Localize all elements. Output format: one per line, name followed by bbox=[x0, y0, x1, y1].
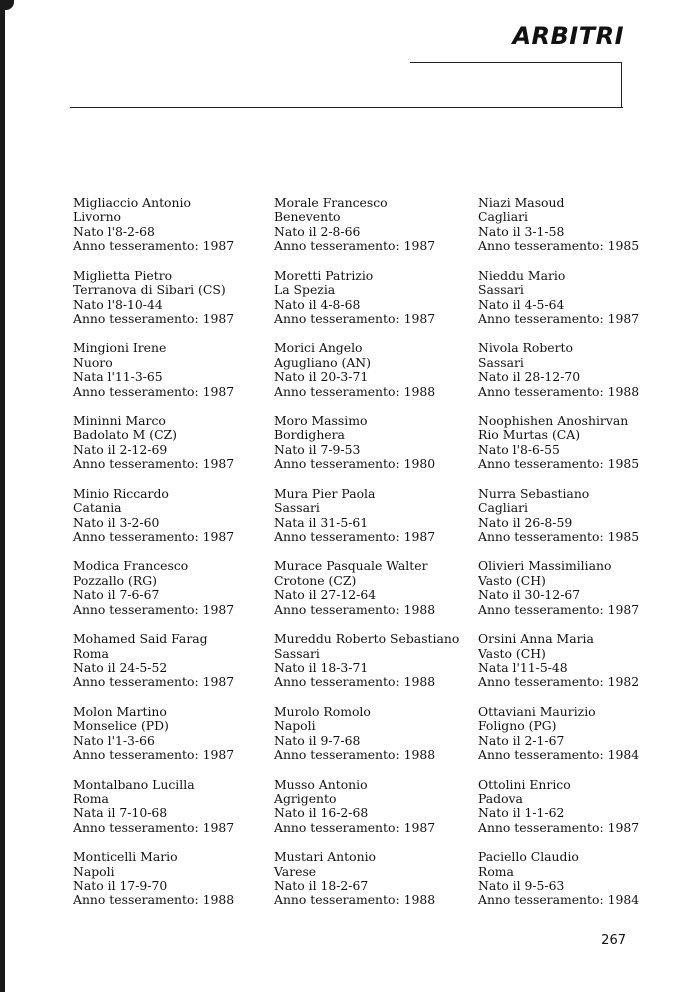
referee-membership-year: Anno tesseramento: 1984 bbox=[478, 892, 640, 908]
referee-birth: Nato il 17-9-70 bbox=[73, 878, 168, 893]
referee-name: Mohamed Said Farag bbox=[73, 631, 208, 647]
referee-membership-year: Anno tesseramento: 1984 bbox=[478, 747, 640, 763]
referee-entry bbox=[478, 559, 673, 632]
referee-name: Monticelli Mario bbox=[73, 849, 178, 865]
referee-membership-year: Anno tesseramento: 1987 bbox=[73, 601, 235, 617]
referee-birth: Nata l'11-3-65 bbox=[73, 369, 163, 385]
referee-name: Mura Pier Paola bbox=[274, 485, 376, 501]
referee-membership-year: Anno tesseramento: 1987 bbox=[73, 383, 235, 399]
referee-birth: Nato il 9-5-63 bbox=[478, 878, 565, 893]
referee-place: Livorno bbox=[73, 209, 122, 225]
referee-name: Ottaviani Maurizio bbox=[478, 703, 596, 719]
section-title: ARBITRI bbox=[512, 22, 624, 50]
referee-birth: Nato il 9-7-68 bbox=[274, 732, 361, 748]
referee-birth: Nato il 3-2-60 bbox=[73, 514, 160, 530]
referee-name: Mureddu Roberto Sebastiano bbox=[274, 631, 460, 647]
referee-entry bbox=[73, 269, 268, 342]
referee-birth: Nato l'8-2-68 bbox=[73, 223, 155, 239]
referee-place: Agrigento bbox=[274, 790, 337, 806]
referee-birth: Nato il 1-1-62 bbox=[478, 805, 565, 821]
referee-membership-year: Anno tesseramento: 1988 bbox=[274, 383, 436, 399]
referee-name: Musso Antonio bbox=[274, 776, 368, 792]
referee-entry bbox=[274, 487, 469, 560]
referee-name: Noophishen Anoshirvan bbox=[478, 413, 629, 429]
referee-birth: Nato il 27-12-64 bbox=[274, 587, 377, 603]
referee-birth: Nato il 7-6-67 bbox=[73, 587, 160, 603]
referee-entry bbox=[73, 487, 268, 560]
referee-name: Molon Martino bbox=[73, 703, 167, 719]
referee-name: Mingioni Irene bbox=[73, 340, 167, 356]
referee-place: Sassari bbox=[274, 645, 320, 661]
referee-membership-year: Anno tesseramento: 1987 bbox=[73, 238, 235, 254]
referee-membership-year: Anno tesseramento: 1985 bbox=[478, 238, 640, 254]
referee-birth: Nato il 30-12-67 bbox=[478, 587, 581, 603]
referee-birth: Nato il 2-12-69 bbox=[73, 441, 168, 457]
referee-entry bbox=[73, 196, 268, 269]
referee-place: Catania bbox=[73, 500, 122, 516]
header-rule-bottom bbox=[70, 107, 623, 108]
referee-birth: Nato il 3-1-58 bbox=[478, 223, 565, 239]
referee-entry bbox=[478, 341, 673, 414]
referee-place: Vasto (CH) bbox=[478, 645, 546, 661]
referee-entry bbox=[478, 850, 673, 923]
referee-membership-year: Anno tesseramento: 1988 bbox=[274, 892, 436, 908]
referee-name: Paciello Claudio bbox=[478, 849, 579, 865]
referee-entry bbox=[73, 705, 268, 778]
referee-name: Mininni Marco bbox=[73, 413, 166, 429]
referee-name: Orsini Anna Maria bbox=[478, 631, 594, 647]
referee-membership-year: Anno tesseramento: 1987 bbox=[73, 456, 235, 472]
referee-birth: Nato il 26-8-59 bbox=[478, 514, 573, 530]
referee-name: Murolo Romolo bbox=[274, 703, 371, 719]
referee-name: Moretti Patrizio bbox=[274, 267, 374, 283]
referee-place: Nuoro bbox=[73, 354, 113, 370]
referee-place: Sassari bbox=[478, 282, 524, 298]
referee-birth: Nata il 31-5-61 bbox=[274, 514, 369, 530]
referee-birth: Nato il 2-1-67 bbox=[478, 732, 565, 748]
referee-membership-year: Anno tesseramento: 1982 bbox=[478, 674, 640, 690]
referee-entry bbox=[478, 487, 673, 560]
referee-membership-year: Anno tesseramento: 1987 bbox=[73, 747, 235, 763]
referee-place: Vasto (CH) bbox=[478, 572, 546, 588]
referee-birth: Nato il 7-9-53 bbox=[274, 441, 361, 457]
referee-birth: Nato il 18-3-71 bbox=[274, 659, 369, 675]
referee-membership-year: Anno tesseramento: 1988 bbox=[274, 601, 436, 617]
referee-entry bbox=[73, 778, 268, 851]
referee-name: Miglietta Pietro bbox=[73, 267, 173, 283]
referee-entry bbox=[274, 269, 469, 342]
referee-membership-year: Anno tesseramento: 1987 bbox=[73, 819, 235, 835]
referee-entry bbox=[478, 778, 673, 851]
referee-birth: Nata il 7-10-68 bbox=[73, 805, 168, 821]
referee-entry bbox=[274, 196, 469, 269]
referee-name: Minio Riccardo bbox=[73, 485, 169, 501]
referee-place: Sassari bbox=[478, 354, 524, 370]
referee-column-2 bbox=[274, 196, 469, 923]
referee-entry bbox=[73, 341, 268, 414]
referee-membership-year: Anno tesseramento: 1987 bbox=[73, 310, 235, 326]
referee-place: Pozzallo (RG) bbox=[73, 572, 157, 588]
referee-column-1 bbox=[73, 196, 268, 923]
referee-entry bbox=[73, 414, 268, 487]
referee-place: Sassari bbox=[274, 500, 320, 516]
referee-name: Nieddu Mario bbox=[478, 267, 566, 283]
referee-entry bbox=[478, 705, 673, 778]
referee-birth: Nato il 18-2-67 bbox=[274, 878, 369, 893]
referee-entry bbox=[274, 632, 469, 705]
page-number: 267 bbox=[601, 933, 626, 948]
referee-membership-year: Anno tesseramento: 1987 bbox=[478, 601, 640, 617]
referee-membership-year: Anno tesseramento: 1987 bbox=[73, 674, 235, 690]
referee-birth: Nato il 4-5-64 bbox=[478, 296, 565, 312]
referee-birth: Nata l'11-5-48 bbox=[478, 659, 568, 675]
referee-entry bbox=[478, 632, 673, 705]
referee-place: Crotone (CZ) bbox=[274, 572, 357, 588]
referee-name: Montalbano Lucilla bbox=[73, 776, 195, 792]
referee-place: Cagliari bbox=[478, 209, 528, 225]
referee-name: Mustari Antonio bbox=[274, 849, 376, 865]
referee-entry bbox=[478, 414, 673, 487]
referee-name: Migliaccio Antonio bbox=[73, 195, 191, 210]
referee-place: Agugliano (AN) bbox=[274, 354, 371, 370]
referee-column-3 bbox=[478, 196, 673, 923]
referee-birth: Nato l'8-10-44 bbox=[73, 296, 163, 312]
referee-entry bbox=[274, 705, 469, 778]
referee-birth: Nato il 2-8-66 bbox=[274, 223, 361, 239]
referee-membership-year: Anno tesseramento: 1987 bbox=[478, 819, 640, 835]
referee-birth: Nato il 16-2-68 bbox=[274, 805, 369, 821]
referee-membership-year: Anno tesseramento: 1985 bbox=[478, 528, 640, 544]
referee-name: Moro Massimo bbox=[274, 413, 368, 429]
referee-membership-year: Anno tesseramento: 1988 bbox=[73, 892, 235, 908]
referee-birth: Nato il 20-3-71 bbox=[274, 369, 369, 385]
referee-place: Foligno (PG) bbox=[478, 718, 557, 734]
referee-name: Olivieri Massimiliano bbox=[478, 558, 612, 574]
referee-entry bbox=[478, 269, 673, 342]
header-rule-right bbox=[621, 62, 622, 108]
referee-place: Benevento bbox=[274, 209, 341, 225]
referee-place: Padova bbox=[478, 790, 523, 806]
referee-name: Nivola Roberto bbox=[478, 340, 573, 356]
referee-birth: Nato il 4-8-68 bbox=[274, 296, 361, 312]
referee-place: La Spezia bbox=[274, 282, 336, 298]
referee-membership-year: Anno tesseramento: 1987 bbox=[274, 238, 436, 254]
referee-entry bbox=[73, 850, 268, 923]
book-spine-edge bbox=[0, 0, 5, 992]
referee-membership-year: Anno tesseramento: 1985 bbox=[478, 456, 640, 472]
referee-entry bbox=[73, 632, 268, 705]
referee-place: Rio Murtas (CA) bbox=[478, 427, 581, 443]
referee-place: Bordighera bbox=[274, 427, 345, 443]
referee-birth: Nato l'1-3-66 bbox=[73, 732, 155, 748]
referee-entry bbox=[274, 341, 469, 414]
referee-name: Morici Angelo bbox=[274, 340, 363, 356]
referee-membership-year: Anno tesseramento: 1988 bbox=[274, 674, 436, 690]
referee-name: Niazi Masoud bbox=[478, 195, 565, 210]
referee-place: Roma bbox=[73, 790, 109, 806]
referee-place: Varese bbox=[274, 863, 317, 879]
referee-membership-year: Anno tesseramento: 1988 bbox=[274, 747, 436, 763]
referee-membership-year: Anno tesseramento: 1988 bbox=[478, 383, 640, 399]
referee-place: Terranova di Sibari (CS) bbox=[73, 282, 226, 298]
referee-name: Nurra Sebastiano bbox=[478, 485, 590, 501]
referee-entry bbox=[73, 559, 268, 632]
referee-entry bbox=[274, 414, 469, 487]
referee-name: Murace Pasquale Walter bbox=[274, 558, 428, 574]
referee-entry bbox=[274, 778, 469, 851]
referee-place: Napoli bbox=[73, 863, 115, 879]
referee-membership-year: Anno tesseramento: 1987 bbox=[274, 528, 436, 544]
referee-membership-year: Anno tesseramento: 1987 bbox=[478, 310, 640, 326]
referee-entry bbox=[478, 196, 673, 269]
referee-birth: Nato l'8-6-55 bbox=[478, 441, 560, 457]
referee-place: Badolato M (CZ) bbox=[73, 427, 177, 443]
referee-place: Monselice (PD) bbox=[73, 718, 169, 734]
referee-membership-year: Anno tesseramento: 1987 bbox=[73, 528, 235, 544]
referee-membership-year: Anno tesseramento: 1980 bbox=[274, 456, 436, 472]
referee-place: Napoli bbox=[274, 718, 316, 734]
referee-entry bbox=[274, 850, 469, 923]
referee-place: Roma bbox=[73, 645, 109, 661]
referee-place: Cagliari bbox=[478, 500, 528, 516]
referee-birth: Nato il 24-5-52 bbox=[73, 659, 168, 675]
referee-name: Morale Francesco bbox=[274, 195, 388, 210]
book-spine-tip bbox=[0, 0, 14, 10]
referee-name: Ottolini Enrico bbox=[478, 776, 571, 792]
referee-birth: Nato il 28-12-70 bbox=[478, 369, 581, 385]
referee-place: Roma bbox=[478, 863, 514, 879]
referee-name: Modica Francesco bbox=[73, 558, 189, 574]
referee-entry bbox=[274, 559, 469, 632]
referee-membership-year: Anno tesseramento: 1987 bbox=[274, 819, 436, 835]
referee-membership-year: Anno tesseramento: 1987 bbox=[274, 310, 436, 326]
header-rule-top bbox=[410, 62, 622, 63]
